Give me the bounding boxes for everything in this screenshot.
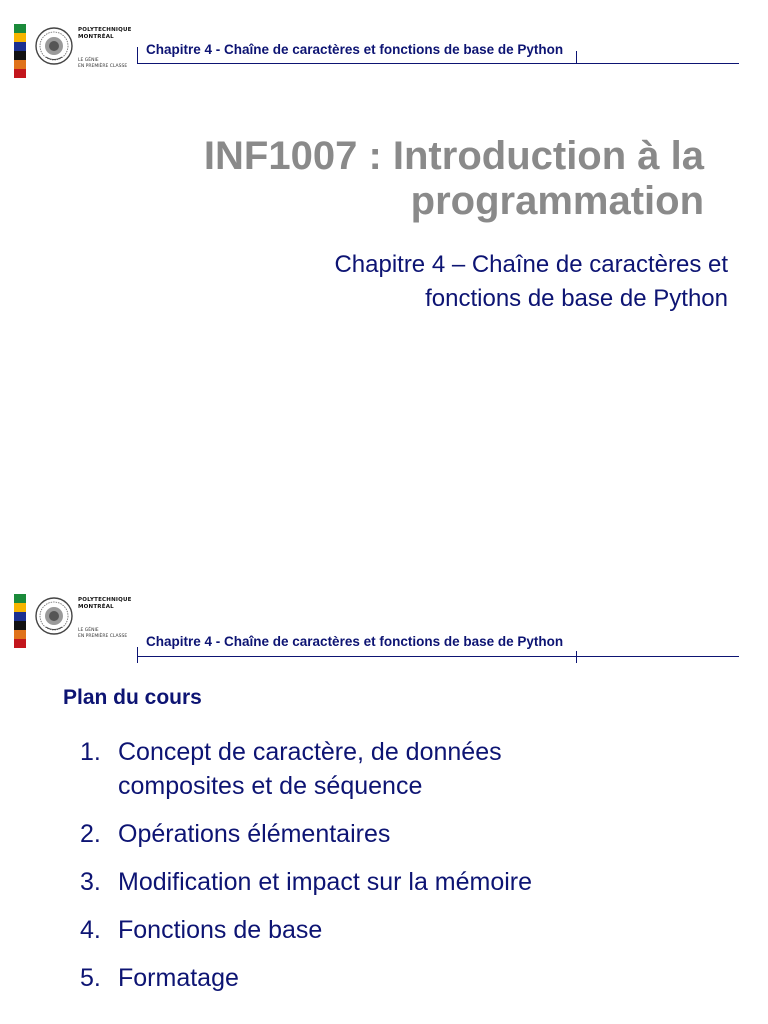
chapter-subtitle-line2: fonctions de base de Python [425, 285, 728, 312]
plan-item-text-line1: Modification et impact sur la mémoire [118, 868, 533, 896]
chapter-subtitle [108, 248, 728, 316]
plan-item-text-line1: Fonctions de base [118, 916, 323, 944]
polytechnique-logo [14, 594, 136, 648]
plan-item [80, 865, 720, 899]
seal-icon [34, 26, 74, 66]
header-tick-left [137, 647, 138, 663]
logo-tagline-line1: LE GÉNIE [78, 58, 99, 63]
logo-name-line1: POLYTECHNIQUE [78, 597, 132, 603]
plan-item-number: 1. [80, 738, 101, 766]
header-rule [137, 63, 739, 64]
chapter-subtitle-line1: Chapitre 4 – Chaîne de caractères et [334, 251, 728, 278]
plan-heading: Plan du cours [63, 686, 202, 709]
plan-item-text-line1: Concept de caractère, de données [118, 738, 502, 766]
course-title [84, 134, 704, 224]
plan-list [80, 735, 720, 1009]
seal-icon [34, 596, 74, 636]
plan-item-number: 3. [80, 868, 101, 896]
plan-item [80, 913, 720, 947]
header-tick-mid [576, 51, 577, 63]
header-title: Chapitre 4 - Chaîne de caractères et fonctions de base de Python [146, 42, 564, 57]
plan-item [80, 961, 720, 995]
plan-item-text-line1: Opérations élémentaires [118, 820, 391, 848]
header-title: Chapitre 4 - Chaîne de caractères et fonctions de base de Python [146, 634, 564, 649]
plan-item-text-line2: composites et de séquence [118, 772, 423, 800]
plan-item-number: 2. [80, 820, 101, 848]
plan-item-text-line1: Formatage [118, 964, 239, 992]
logo-color-stripes [14, 24, 26, 78]
plan-item [80, 735, 720, 803]
plan-item [80, 817, 720, 851]
logo-tagline-line1: LE GÉNIE [78, 628, 99, 633]
logo-color-stripes [14, 594, 26, 648]
header-tick-left [137, 47, 138, 63]
logo-wordmark [78, 27, 140, 69]
course-title-line2: programmation [410, 179, 704, 223]
logo-name-line2: MONTRÉAL [78, 34, 114, 40]
slide-plan [0, 512, 768, 1024]
header-rule [137, 656, 739, 657]
logo-name-line2: MONTRÉAL [78, 604, 114, 610]
plan-item-number: 5. [80, 964, 101, 992]
polytechnique-logo [14, 24, 136, 78]
plan-item-number: 4. [80, 916, 101, 944]
logo-tagline-line2: EN PREMIÈRE CLASSE [78, 63, 128, 69]
header-tick-mid [576, 651, 577, 663]
course-title-line1: INF1007 : Introduction à la [203, 134, 704, 178]
logo-wordmark [78, 597, 140, 639]
logo-name-line1: POLYTECHNIQUE [78, 27, 132, 33]
logo-tagline-line2: EN PREMIÈRE CLASSE [78, 633, 128, 639]
